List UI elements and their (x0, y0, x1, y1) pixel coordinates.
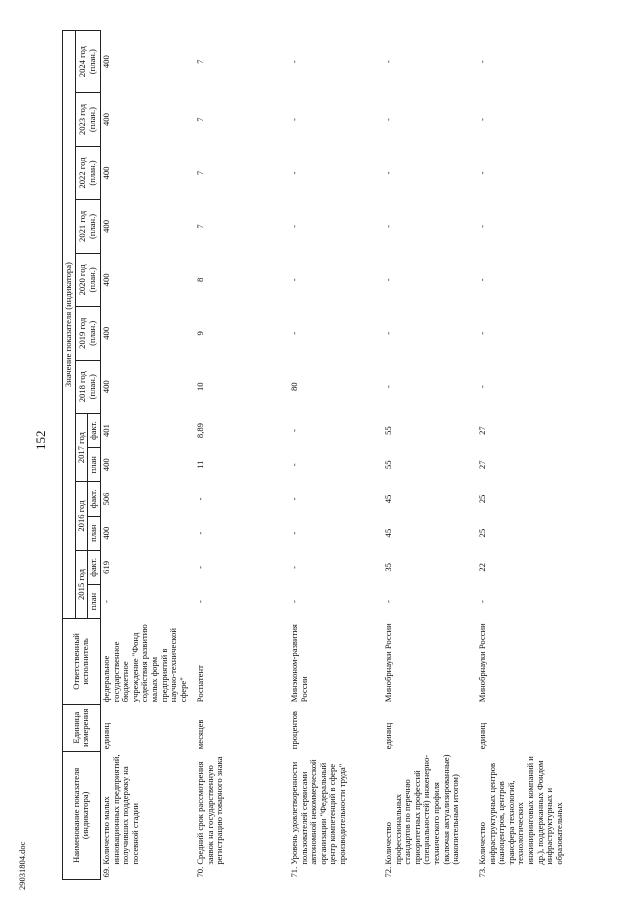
value-cell: 400 (100, 166, 111, 180)
header-2015-fact: факт. (88, 550, 101, 584)
header-values: Значение показателя (индикатора) (63, 31, 76, 619)
unit-cell: единиц (476, 722, 487, 750)
value-cell: 22 (476, 563, 487, 572)
value-cell: - (382, 118, 393, 121)
header-2017-fact: факт. (88, 413, 101, 447)
header-2017-plan: план (88, 448, 101, 482)
value-cell: - (194, 565, 205, 569)
value-cell: 25 (476, 494, 487, 504)
value-cell: - (194, 497, 205, 501)
executor-cell: Минобрнауки России (476, 623, 487, 703)
value-cell: - (288, 463, 299, 467)
value-cell: - (476, 278, 487, 282)
value-cell: - (476, 171, 487, 175)
value-cell: 619 (100, 560, 111, 574)
value-cell: - (476, 600, 487, 604)
unit-cell: единиц (100, 722, 111, 750)
value-cell: 45 (382, 528, 393, 538)
value-cell: - (382, 385, 393, 389)
header-executor: Ответственный исполнитель (63, 619, 101, 705)
value-cell: - (100, 600, 111, 604)
value-cell: - (382, 331, 393, 335)
value-cell: - (194, 600, 205, 604)
value-cell: - (382, 278, 393, 282)
header-2019: 2019 год (план.) (75, 307, 100, 360)
value-cell: - (288, 118, 299, 121)
header-2018: 2018 год (план.) (75, 360, 100, 413)
value-cell: 55 (382, 426, 393, 435)
header-2015: 2015 год (75, 550, 88, 618)
header-2024: 2024 год (план.) (75, 31, 100, 93)
table-row (195, 31, 289, 880)
value-cell: - (382, 171, 393, 175)
header-2016-plan: план (88, 516, 101, 550)
value-cell: 400 (100, 113, 111, 126)
footer-filename: 29031804.doc (17, 841, 27, 890)
value-cell: - (476, 60, 487, 64)
value-cell: 400 (100, 55, 111, 69)
row-number: 69. (100, 866, 111, 878)
value-cell: 9 (194, 331, 205, 336)
header-2022: 2022 год (план.) (75, 146, 100, 199)
value-cell: - (194, 531, 205, 535)
value-cell: - (288, 331, 299, 335)
value-cell: 27 (476, 460, 487, 470)
page-number: 152 (33, 430, 48, 450)
header-2015-plan: план (88, 584, 101, 618)
header-2016: 2016 год (75, 482, 88, 550)
value-cell: 7 (194, 59, 205, 64)
value-cell: 35 (382, 563, 393, 572)
table-row (383, 31, 477, 880)
table-row (100, 31, 195, 880)
value-cell: 401 (100, 424, 111, 437)
value-cell: - (288, 429, 299, 432)
unit-cell: единиц (382, 722, 393, 750)
value-cell: - (288, 531, 299, 535)
table-body (100, 31, 571, 880)
executor-cell: Минобрнауки России (382, 623, 393, 703)
value-cell: 506 (100, 492, 111, 506)
indicator-name: Количество инфраструктурных центров (наноцентров, центров трансфера технологий, технологических инжиниринговых компаний и др.), поддержанных Фондом инфраструктурных и образовательных (476, 756, 564, 865)
table-row (289, 31, 383, 880)
value-cell: 400 (100, 526, 111, 540)
header-2017: 2017 год (75, 413, 88, 481)
header-2023: 2023 год (план.) (75, 93, 100, 146)
value-cell: 80 (288, 382, 299, 392)
value-cell: 400 (100, 458, 111, 472)
unit-cell: процентов (288, 711, 299, 750)
row-number: 72. (382, 866, 393, 878)
value-cell: 400 (100, 380, 111, 394)
indicators-table (62, 30, 571, 880)
rotated-table-container (62, 30, 610, 880)
value-cell: - (288, 60, 299, 64)
executor-cell: Минэконом-развития России (288, 624, 309, 703)
row-number: 70. (194, 866, 205, 878)
value-cell: - (288, 497, 299, 501)
indicator-name: Количество профессиональных стандартов по перечню приоритетных профессий (специальностей) инженерно-технического профиля (включая актуализированные) (накопительным итогом) (382, 754, 461, 865)
value-cell: 7 (194, 117, 205, 122)
executor-cell: Роспатент (194, 665, 205, 703)
value-cell: - (382, 224, 393, 228)
value-cell: 8 (194, 277, 205, 283)
value-cell: - (476, 385, 487, 389)
row-number: 73. (476, 866, 487, 878)
value-cell: 45 (382, 494, 393, 504)
value-cell: - (476, 118, 487, 121)
indicator-name: Уровень удовлетворенности пользователей сервисами автономной некоммерческой организации "Федеральный центр компетенций в сфере производительности труда" (288, 759, 347, 865)
value-cell: 400 (100, 326, 111, 340)
header-unit: Единица измерения (63, 704, 101, 751)
value-cell: 400 (100, 273, 111, 287)
value-cell: - (288, 171, 299, 175)
value-cell: - (476, 331, 487, 335)
value-cell: 25 (476, 528, 487, 538)
value-cell: - (382, 60, 393, 64)
value-cell: 7 (194, 224, 205, 229)
value-cell: 11 (194, 460, 205, 469)
value-cell: - (476, 224, 487, 228)
value-cell: 400 (100, 219, 111, 233)
row-number: 71. (288, 866, 299, 878)
value-cell: 27 (476, 426, 487, 435)
value-cell: - (288, 565, 299, 569)
value-cell: - (382, 600, 393, 604)
header-name: Наименование показателя (индикатора) (63, 751, 101, 879)
value-cell: - (288, 224, 299, 228)
value-cell: 55 (382, 460, 393, 470)
executor-cell: федеральное государственное бюджетное учреждение "Фонд содействия развитию малых форм предприятий в научно-технической сфере" (100, 624, 188, 703)
indicator-name: Количество малых инновационных предприятий, получивших поддержку на посевной стадии (100, 754, 140, 865)
value-cell: - (288, 600, 299, 604)
indicator-name: Средний срок рассмотрения заявок на государственную регистрацию товарного знака (194, 756, 225, 865)
value-cell: 7 (194, 170, 205, 176)
header-2016-fact: факт. (88, 482, 101, 516)
value-cell: - (288, 278, 299, 282)
header-2021: 2021 год (план.) (75, 200, 100, 253)
header-2020: 2020 год (план.) (75, 253, 100, 306)
unit-cell: месяцев (194, 719, 205, 750)
table-row (477, 31, 571, 880)
value-cell: 8,89 (194, 423, 205, 439)
value-cell: 10 (194, 382, 205, 392)
